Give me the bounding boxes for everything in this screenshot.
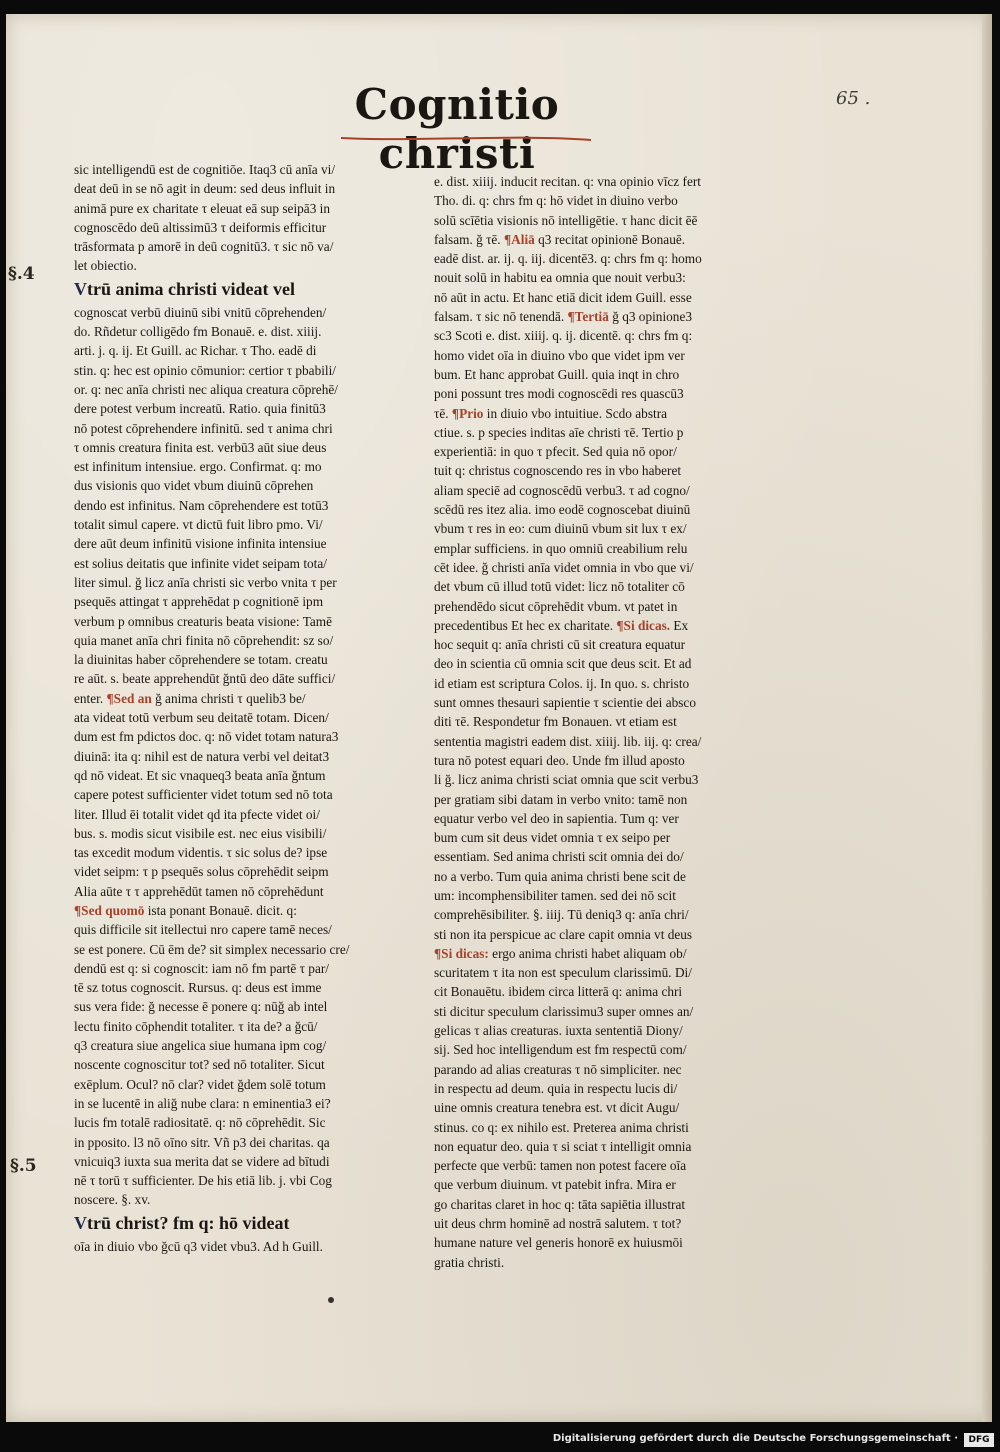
folio-number: 65 . — [836, 88, 871, 109]
line-text: se est ponere. Cū ēm de? sit simplex necessario cre/ — [74, 941, 350, 957]
text-line — [74, 341, 419, 360]
text-line — [434, 230, 779, 249]
line-text: enter. — [74, 690, 107, 706]
line-text-continued: q3 recitat opinionē Bonauē. — [534, 231, 686, 247]
line-text: tura nō potest equari deo. Unde fm illud aposto — [434, 752, 685, 768]
text-line — [74, 1113, 419, 1132]
text-line — [74, 631, 419, 650]
rubric-mark: ¶Sed quomō — [74, 902, 145, 918]
text-line — [434, 616, 779, 635]
line-text: tas excedit modum videntis. τ sic solus de? ipse — [74, 845, 328, 861]
text-line — [434, 288, 779, 307]
text-line — [74, 303, 419, 322]
line-text: nō potest cōprehendere infinitū. sed τ anima chri — [74, 420, 333, 436]
line-text: parando ad alias creaturas τ nō simpliciter. nec — [434, 1061, 682, 1077]
text-line — [74, 843, 419, 862]
text-line — [74, 419, 419, 438]
text-line — [434, 847, 779, 866]
text-line — [74, 438, 419, 457]
line-text: perfecte que verbū: tamen non potest facere oīa — [434, 1158, 687, 1174]
margin-note-section-4: §.4 — [8, 264, 35, 284]
text-line — [74, 708, 419, 727]
line-text: tuit q: christus cognoscendo res in vbo haberet — [434, 463, 682, 479]
line-text: ctiue. s. p species inditas aīe christi τē. Tertio p — [434, 424, 684, 440]
line-text: nō aūt in actu. Et hanc etiā dicit idem Guill. esse — [434, 289, 692, 305]
text-line — [74, 669, 419, 688]
text-line — [434, 1021, 779, 1040]
line-text: no a verbo. Tum quia anima christi bene scit de — [434, 868, 686, 884]
text-line — [74, 256, 419, 275]
text-line — [74, 380, 419, 399]
text-line — [434, 1079, 779, 1098]
text-line — [434, 172, 779, 191]
rubric-mark: ¶Sed an — [106, 690, 152, 706]
line-text: liter. Illud ēi totalit videt qd ita pfecte videt oi/ — [74, 806, 320, 822]
line-text: deat deū in se nō agit in deum: sed deus influit in — [74, 181, 336, 197]
line-text: ata videat totū verbum seu deitatē totam. Dicen/ — [74, 710, 329, 726]
line-text: capere potest sufficienter videt totum sed nō tota — [74, 787, 333, 803]
text-line — [434, 365, 779, 384]
text-line — [434, 828, 779, 847]
line-text: sc3 Scoti e. dist. xiiij. q. ij. dicentē. q: chrs fm q: — [434, 328, 693, 344]
text-line — [434, 982, 779, 1001]
line-text: sij. Sed hoc intelligendum est fm respectū com/ — [434, 1042, 687, 1058]
line-text: dere aūt deum infinitū visione infinita intensiue — [74, 536, 327, 552]
line-text: oīa in diuio vbo ğcū q3 videt vbu3. Ad h Guill. — [74, 1238, 323, 1254]
text-line — [74, 476, 419, 495]
text-line — [434, 1253, 779, 1272]
text-line — [434, 461, 779, 480]
text-line — [74, 515, 419, 534]
rubric-mark: ¶Si dicas: — [434, 945, 489, 961]
line-text: emplar sufficiens. in quo omniū creabilium relu — [434, 540, 688, 556]
decorated-initial: V — [74, 1212, 87, 1233]
page-title: Cognitio christi — [354, 80, 560, 178]
text-line — [434, 346, 779, 365]
text-line — [74, 237, 419, 256]
rubric-mark: ¶Si dicas. — [616, 617, 671, 633]
text-line — [434, 905, 779, 924]
text-line — [74, 496, 419, 515]
text-line — [74, 824, 419, 843]
text-line — [434, 867, 779, 886]
text-line — [434, 654, 779, 673]
line-text: est solius deitatis que infinite videt seipam tota/ — [74, 555, 327, 571]
line-text: precedentibus Et hec ex charitate. — [434, 617, 617, 633]
text-line — [434, 1002, 779, 1021]
text-line — [434, 809, 779, 828]
text-line — [434, 500, 779, 519]
line-text: re aūt. s. beate apprehendūt ğntū deo dāte suffici/ — [74, 671, 336, 687]
line-text: stinus. co q: ex nihilo est. Preterea anima christi — [434, 1119, 689, 1135]
line-text: sententia magistri eadem dist. xiiij. lib. iij. q: crea/ — [434, 733, 702, 749]
line-text: cit Bonauētu. ibidem circa litterā q: anima chri — [434, 984, 683, 1000]
line-text: experientiā: in quo τ pfecit. Sed quia nō opor/ — [434, 444, 677, 460]
text-line — [74, 573, 419, 592]
line-text: let obiectio. — [74, 258, 137, 274]
text-line — [434, 307, 779, 326]
text-line — [74, 457, 419, 476]
line-text-continued: in diuio vbo intuitiue. Scdo abstra — [483, 405, 668, 421]
line-text: dendo est infinitus. Nam cōprehendere est totū3 — [74, 497, 329, 513]
line-text: τē. — [434, 405, 452, 421]
line-text: sunt omnes thesauri sapientie τ scientie dei absco — [434, 695, 696, 711]
line-text: trāsformata p amorē in deū cognitū3. τ sic nō va/ — [74, 239, 334, 255]
dfg-logo: DFG — [964, 1433, 994, 1447]
line-text: cognoscēdo deū altissimū3 τ deiformis efficitur — [74, 219, 327, 235]
text-line — [434, 1233, 779, 1252]
line-text: trū christ? fm q: hō videat — [87, 1212, 290, 1233]
text-line — [434, 1060, 779, 1079]
text-line — [74, 689, 419, 708]
line-text: in pposito. l3 nō oīno sitr. Vñ p3 dei charitas. qa — [74, 1134, 330, 1150]
rubric-mark: ¶Aliā — [503, 231, 535, 247]
text-line — [74, 179, 419, 198]
line-text: sus vera fide: ğ necesse ē ponere q: nūğ ab intel — [74, 999, 328, 1015]
text-line — [434, 1098, 779, 1117]
text-line — [74, 959, 419, 978]
line-text: eadē dist. ar. ij. q. iij. dicentē3. q: chrs fm q: homo — [434, 251, 702, 267]
line-text: gelicas τ alias creaturas. iuxta sententiā Diony/ — [434, 1023, 683, 1039]
text-line — [434, 1175, 779, 1194]
right-text-column — [434, 172, 779, 1272]
line-text: videt seipm: τ p psequēs solus cōprehēdit seipm — [74, 864, 329, 880]
line-text: dum est fm pdictos doc. q: nō videt totam natura3 — [74, 729, 339, 745]
text-line — [74, 920, 419, 939]
line-text: bum cum sit deus videt omnia τ ex seipo per — [434, 830, 671, 846]
line-text: aliam speciē ad cognoscēdū verbu3. τ ad cogno/ — [434, 482, 690, 498]
title-flourish — [336, 132, 596, 146]
text-line — [434, 1156, 779, 1175]
text-line — [74, 554, 419, 573]
line-text-continued: ğ anima christi τ quelib3 be/ — [151, 690, 306, 706]
line-text: poni possunt tres modi cognoscēdi res quascū3 — [434, 386, 684, 402]
line-text: la diuinitas haber cōprehendere se totam. creatu — [74, 652, 328, 668]
line-text: est infinitum intensiue. ergo. Confirmat. q: mo — [74, 459, 322, 475]
line-text: solū scīētia visionis nō intelligētie. τ hanc dicit ēē — [434, 212, 698, 228]
text-line — [74, 940, 419, 959]
text-line — [434, 326, 779, 345]
line-text: id etiam est scriptura Colos. ij. In quo. s. christo — [434, 675, 690, 691]
text-line — [434, 1118, 779, 1137]
text-line — [74, 361, 419, 380]
line-text: bus. s. modis sicut visibile est. nec eius visibili/ — [74, 825, 327, 841]
book-page — [6, 14, 992, 1422]
line-text: or. q: nec anīa christi nec aliqua creatura cōprehē/ — [74, 381, 338, 397]
ink-mark — [328, 1297, 334, 1303]
text-line — [74, 1133, 419, 1152]
funding-credit: Digitalisierung gefördert durch die Deutsche Forschungsgemeinschaft · — [552, 1433, 958, 1444]
text-line — [434, 770, 779, 789]
text-line — [434, 249, 779, 268]
text-line — [434, 963, 779, 982]
line-text: hoc sequit q: anīa christi cū sit creatura equatur — [434, 637, 686, 653]
text-line — [74, 747, 419, 766]
line-text: diuinā: ita q: nihil est de natura verbi vel deitat3 — [74, 748, 330, 764]
text-line — [74, 199, 419, 218]
text-line — [434, 211, 779, 230]
text-line — [74, 805, 419, 824]
text-line — [74, 785, 419, 804]
text-line — [434, 732, 779, 751]
line-text: det vbum cū illud totū videt: licz nō totaliter cō — [434, 579, 685, 595]
line-text: dendū est q: si cognoscit: iam nō fm partē τ par/ — [74, 960, 329, 976]
text-line — [434, 751, 779, 770]
line-text: uine omnis creatura tenebra est. vt dicit Augu/ — [434, 1100, 680, 1116]
line-text: psequēs attingat τ apprehēdat p cognitionē ipm — [74, 594, 324, 610]
text-line — [434, 191, 779, 210]
line-text: bum. Et hanc approbat Guill. quia inqt in chro — [434, 366, 680, 382]
text-line — [74, 650, 419, 669]
text-line — [74, 727, 419, 746]
line-text: noscere. §. xv. — [74, 1192, 151, 1208]
line-text: quia manet anīa chri finita nō cōprehendit: sz so/ — [74, 632, 334, 648]
line-text: in se lucentē in aliğ nube clara: n eminentia3 ei? — [74, 1095, 331, 1111]
text-line — [74, 1075, 419, 1094]
line-text: Tho. di. q: chrs fm q: hō videt in diuino verbo — [434, 193, 678, 209]
text-line — [74, 276, 419, 303]
line-text: vbum τ res in eo: cum diuinū vbum sit lux τ ex/ — [434, 521, 687, 537]
line-text: quis difficile sit itellectui nro capere tamē neces/ — [74, 922, 332, 938]
line-text: lectu finito cōphendit totaliter. τ ita de? a ğcū/ — [74, 1018, 318, 1034]
text-line — [434, 404, 779, 423]
text-line — [74, 534, 419, 553]
line-text: go charitas claret in hoc q: tāta sapiētia illustrat — [434, 1196, 686, 1212]
text-line — [434, 1214, 779, 1233]
text-line — [74, 1190, 419, 1209]
line-text: trū anima christi videat vel — [87, 278, 295, 299]
line-text: sic intelligendū est de cognitiōe. Itaq3 cū anīa vi/ — [74, 162, 336, 177]
line-text-continued: ista ponant Bonauē. dicit. q: — [144, 902, 297, 918]
text-line — [74, 766, 419, 785]
line-text: gratia christi. — [434, 1254, 505, 1270]
line-text: scuritatem τ ita non est speculum clarissimū. Di/ — [434, 965, 692, 981]
line-text: animā pure ex charitate τ eleuat eā sup seipā3 in — [74, 200, 331, 216]
text-line — [74, 612, 419, 631]
line-text: vnicuiq3 iuxta sua merita dat se videre ad bītudi — [74, 1153, 330, 1169]
line-text: Alia aūte τ τ apprehēdūt tamen nō cōprehēdunt — [74, 883, 324, 899]
line-text: in respectu ad deum. quia in respectu lucis di/ — [434, 1080, 678, 1096]
line-text-continued: Ex — [670, 617, 689, 633]
line-text: sti non ita perspicue ac clare capit omnia vt deus — [434, 926, 693, 942]
line-text: non equatur deo. quia τ si sciat τ intelligit omnia — [434, 1138, 692, 1154]
line-text: sti dicitur speculum clarissimu3 super omnes an/ — [434, 1003, 694, 1019]
line-text: exēplum. Ocul? nō clar? videt ğdem solē totum — [74, 1076, 326, 1092]
text-line — [74, 1171, 419, 1190]
line-text: liter simul. ğ licz anīa christi sic verbo vnita τ per — [74, 574, 337, 590]
line-text: falsam. ğ τē. — [434, 231, 504, 247]
line-text: tē sz totus cognoscit. Rursus. q: deus est imme — [74, 980, 322, 996]
text-line — [434, 674, 779, 693]
text-line — [74, 592, 419, 611]
text-line — [434, 1040, 779, 1059]
text-line — [434, 1195, 779, 1214]
text-line — [74, 882, 419, 901]
text-line — [434, 790, 779, 809]
line-text: um: incomphensibiliter tamen. sed dei nō scit — [434, 887, 676, 903]
text-line — [74, 1210, 419, 1237]
text-line — [74, 218, 419, 237]
line-text: essentiam. Sed anima christi scit omnia dei do/ — [434, 849, 684, 865]
text-line — [434, 1137, 779, 1156]
text-line — [434, 442, 779, 461]
line-text: τ omnis creatura finita est. verbū3 aūt siue deus — [74, 439, 327, 455]
text-line — [74, 862, 419, 881]
line-text: e. dist. xiiij. inducit recitan. q: vna opinio vīcz fert — [434, 174, 701, 189]
line-text: que verbum diuinum. vt patebit infra. Mira er — [434, 1177, 676, 1193]
line-text: do. Rñdetur colligēdo fm Bonauē. e. dist. xiiij. — [74, 324, 322, 340]
footer-bar — [0, 1430, 1000, 1452]
line-text: q3 creatura siue angelica siue humana ipm cog/ — [74, 1038, 327, 1054]
text-line — [74, 901, 419, 920]
text-line — [74, 1237, 419, 1256]
line-text: arti. j. q. ij. Et Guill. ac Richar. τ Tho. eadē di — [74, 343, 317, 359]
margin-note-section-5: §.5 — [10, 1156, 37, 1176]
line-text: totalit simul capere. vt dictū fuit libro pmo. Vi/ — [74, 517, 323, 533]
text-line — [74, 1094, 419, 1113]
line-text: dere potest verbum increatū. Ratio. quia finitū3 — [74, 401, 326, 417]
text-line — [74, 1017, 419, 1036]
text-line — [434, 558, 779, 577]
text-line — [434, 268, 779, 287]
text-line — [74, 1055, 419, 1074]
line-text-continued: ğ q3 opinione3 — [608, 309, 692, 325]
line-text: lucis fm totalē radiositatē. q: nō cōprehēdit. Sic — [74, 1115, 326, 1131]
line-text: equatur verbo vel deo in sapientia. Tum q: ver — [434, 810, 679, 826]
line-text: deo in scientia cū omnia scit que deus scit. Et ad — [434, 656, 692, 672]
text-line — [74, 978, 419, 997]
line-text: per gratiam sibi datam in verbo vnito: tamē non — [434, 791, 688, 807]
rubric-mark: ¶Tertiā — [567, 309, 609, 325]
text-line — [434, 712, 779, 731]
line-text: cēt idee. ğ christi anīa videt omnia in vbo que vi/ — [434, 559, 694, 575]
text-line — [74, 997, 419, 1016]
line-text: nē τ torū τ sufficienter. De his etiā lib. j. vbi Cog — [74, 1173, 332, 1189]
text-line — [434, 635, 779, 654]
rubric-mark: ¶Prio — [451, 405, 484, 421]
text-line — [434, 384, 779, 403]
text-line — [434, 539, 779, 558]
line-text-continued: ergo anima christi habet aliquam ob/ — [488, 945, 687, 961]
left-text-column — [74, 160, 419, 1256]
text-line — [74, 322, 419, 341]
text-line — [434, 519, 779, 538]
line-text: cognoscat verbū diuinū sibi vnitū cōprehenden/ — [74, 304, 327, 320]
text-line — [74, 1152, 419, 1171]
line-text: dus visionis quo videt vbum diuinū cōprehen — [74, 478, 314, 494]
text-line — [434, 693, 779, 712]
text-line — [434, 886, 779, 905]
line-text: li ğ. licz anima christi sciat omnia que scit verbu3 — [434, 772, 699, 788]
line-text: humane nature vel generis honorē ex huiusmōi — [434, 1235, 683, 1251]
page-edge — [982, 14, 992, 1422]
text-line — [74, 1036, 419, 1055]
text-line — [434, 481, 779, 500]
text-line — [74, 160, 419, 179]
text-line — [434, 944, 779, 963]
line-text: uit deus chrm hominē ad nostrā salutem. τ tot? — [434, 1216, 682, 1232]
line-text: nouit solū in habitu ea omnia que nouit verbu3: — [434, 270, 686, 286]
line-text: diti τē. Respondetur fm Bonauen. vt etiam est — [434, 714, 677, 730]
text-line — [434, 577, 779, 596]
text-line — [434, 423, 779, 442]
decorated-initial: V — [74, 278, 87, 299]
line-text: stin. q: hec est opinio cōmunior: certior τ pbabili/ — [74, 362, 336, 378]
line-text: noscente cognoscitur tot? sed nō totaliter. Sicut — [74, 1057, 325, 1073]
line-text: comprehēsibiliter. §. iiij. Tū deniq3 q: anīa chri/ — [434, 907, 689, 923]
text-line — [434, 597, 779, 616]
text-line — [434, 925, 779, 944]
line-text: scēdū res itez alia. imo eodē cognoscebat diuinū — [434, 502, 691, 518]
line-text: falsam. τ sic nō tenendā. — [434, 309, 568, 325]
line-text: qd nō videat. Et sic vnaqueq3 beata anīa ğntum — [74, 767, 326, 783]
line-text: homo videt oīa in diuino vbo que videt ipm ver — [434, 347, 685, 363]
line-text: verbum p omnibus creaturis beata visione: Tamē — [74, 613, 333, 629]
text-line — [74, 399, 419, 418]
line-text: prehendēdo sicut cōprehēdit vbum. vt patet in — [434, 598, 678, 614]
